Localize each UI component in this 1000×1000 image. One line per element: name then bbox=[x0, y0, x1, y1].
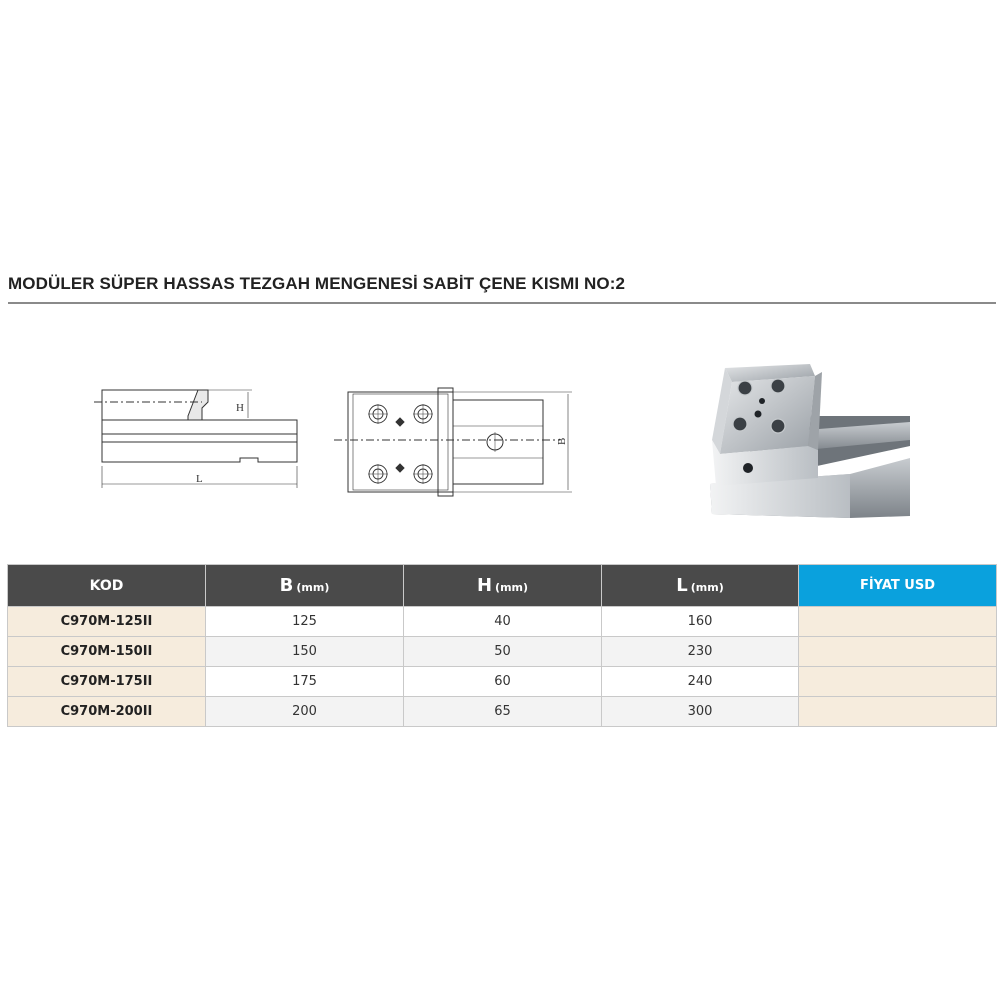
top-view-jaw-plate bbox=[348, 392, 453, 492]
cell-code: C970M-125II bbox=[8, 607, 206, 637]
cell-price bbox=[799, 667, 997, 697]
cell-l: 300 bbox=[602, 697, 799, 727]
cell-h: 65 bbox=[404, 697, 602, 727]
cell-h: 40 bbox=[404, 607, 602, 637]
dim-h-label: H bbox=[236, 402, 244, 414]
side-view-rail bbox=[102, 420, 297, 434]
side-view-body-outline bbox=[102, 390, 200, 420]
side-view-drawing bbox=[90, 378, 305, 493]
table-row bbox=[8, 607, 997, 637]
cell-l: 160 bbox=[602, 607, 799, 637]
cell-price bbox=[799, 607, 997, 637]
cell-code: C970M-200II bbox=[8, 697, 206, 727]
table-row bbox=[8, 637, 997, 667]
dim-b-label: B bbox=[556, 437, 568, 445]
table-row bbox=[8, 667, 997, 697]
column-header-h bbox=[404, 565, 602, 607]
column-header-l-label: L bbox=[676, 575, 688, 596]
column-header-h-label: H bbox=[476, 575, 493, 596]
table-header-row bbox=[8, 565, 997, 607]
cell-b: 175 bbox=[206, 667, 404, 697]
dim-l-label: L bbox=[196, 473, 203, 485]
table-row bbox=[8, 697, 997, 727]
column-header-b-unit: (mm) bbox=[296, 581, 330, 594]
cell-price bbox=[799, 637, 997, 667]
cell-price bbox=[799, 697, 997, 727]
top-view-rail-body bbox=[453, 400, 543, 484]
page-title: MODÜLER SÜPER HASSAS TEZGAH MENGENESİ SABİT ÇENE KISMI NO:2 bbox=[8, 274, 626, 293]
side-view-jaw bbox=[188, 390, 208, 420]
top-view-drawing bbox=[330, 382, 580, 500]
product-photo bbox=[690, 356, 915, 526]
bolt-hole bbox=[413, 404, 433, 424]
side-view-base bbox=[102, 434, 297, 462]
bolt-hole bbox=[368, 464, 388, 484]
bolt-hole bbox=[368, 404, 388, 424]
column-header-h-unit: (mm) bbox=[495, 581, 529, 594]
cell-b: 125 bbox=[206, 607, 404, 637]
cell-code: C970M-175II bbox=[8, 667, 206, 697]
column-header-code: KOD bbox=[8, 565, 206, 607]
title-divider bbox=[8, 302, 996, 304]
spec-table bbox=[7, 564, 997, 727]
cell-l: 230 bbox=[602, 637, 799, 667]
cell-b: 200 bbox=[206, 697, 404, 727]
column-header-b bbox=[206, 565, 404, 607]
cell-code: C970M-150II bbox=[8, 637, 206, 667]
cell-l: 240 bbox=[602, 667, 799, 697]
column-header-l-unit: (mm) bbox=[690, 581, 724, 594]
cell-b: 150 bbox=[206, 637, 404, 667]
column-header-price: FİYAT USD bbox=[799, 565, 997, 607]
cell-h: 50 bbox=[404, 637, 602, 667]
column-header-b-label: B bbox=[279, 575, 294, 596]
column-header-l bbox=[602, 565, 799, 607]
bolt-hole bbox=[413, 464, 433, 484]
cell-h: 60 bbox=[404, 667, 602, 697]
